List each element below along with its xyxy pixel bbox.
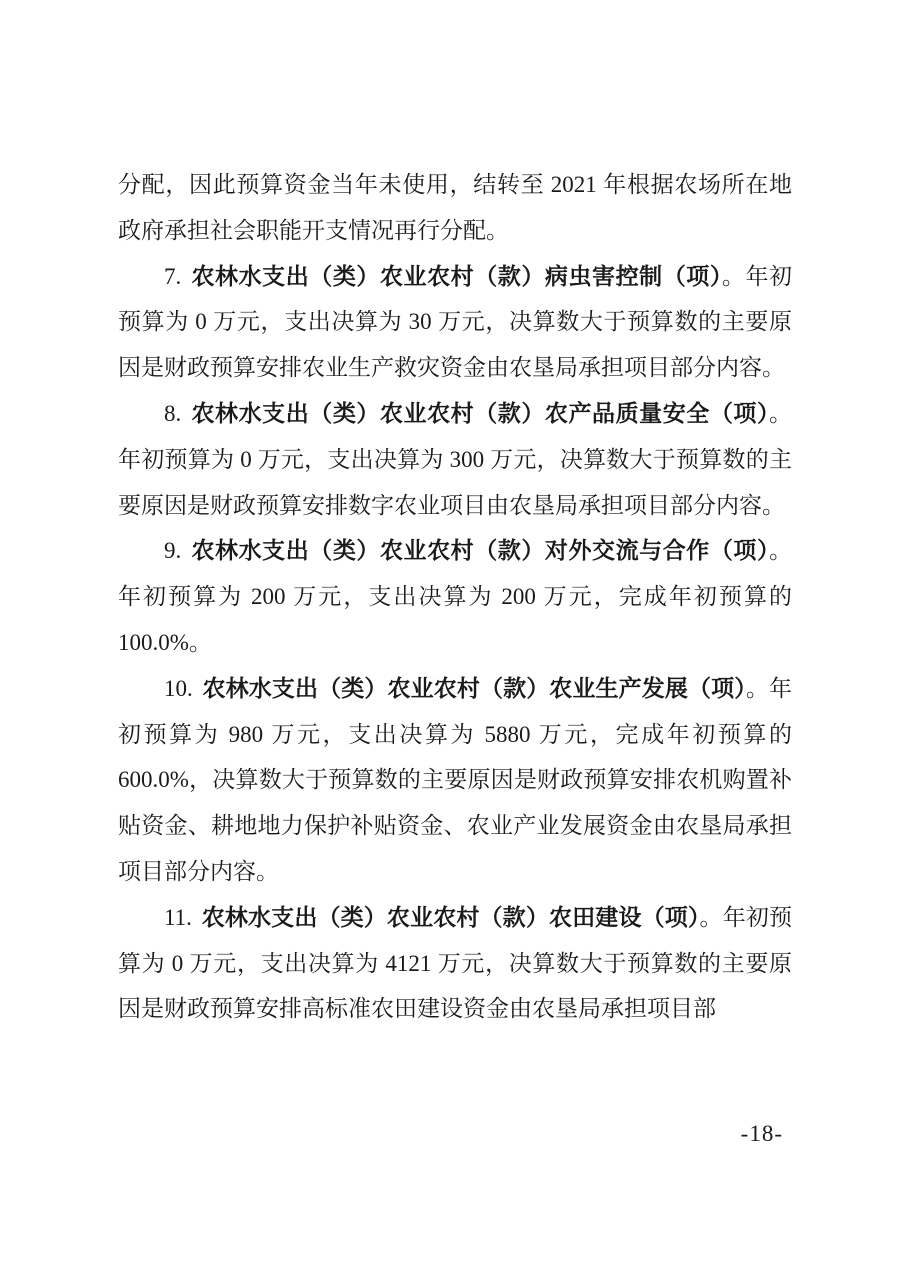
paragraph-2 [118,254,792,391]
page-number: -18- [740,1121,783,1146]
item-number: 10. [164,675,193,701]
paragraph-5 [118,666,792,895]
budget-item-heading: 农林水支出（类）农业农村（款）农业生产发展（项） [202,675,746,701]
budget-item-heading: 农林水支出（类）农业农村（款）对外交流与合作（项） [190,538,769,564]
text-run: 。年初预算为 980 万元，支出决算为 5880 万元，完成年初预算的 600.0%，决算数大于预算数的主要原因是财政预算安排农机购置补贴资金、耕地地力保护补贴资金、农业产业发展资金由农垦局承担项目部分内容。 [118,675,793,884]
paragraph-1 [118,162,792,254]
text-run: 。年初预算为 0 万元，支出决算为 300 万元，决算数大于预算数的主要原因是财政预算安排数字农业项目由农垦局承担项目部分内容。 [118,400,792,518]
text-run: 。年初预算为 0 万元，支出决算为 30 万元，决算数大于预算数的主要原因是财政预算安排农业生产救灾资金由农垦局承担项目部分内容。 [118,263,793,381]
document-body [118,162,792,1032]
item-number: 8. [164,400,182,426]
item-number: 9. [164,538,182,564]
paragraph-6 [118,895,792,1032]
text-run: 。年初预算为 200 万元，支出决算为 200 万元，完成年初预算的 100.0%。 [118,538,792,655]
text-run: 。年初预算为 0 万元，支出决算为 4121 万元，决算数大于预算数的主要原因是财政预算安排高标准农田建设资金由农垦局承担项目部 [118,904,793,1022]
item-number: 11. [164,904,192,930]
budget-item-heading: 农林水支出（类）农业农村（款）病虫害控制（项） [190,263,722,289]
paragraph-3 [118,391,792,528]
item-number: 7. [164,263,182,289]
paragraph-4 [118,528,792,665]
budget-item-heading: 农林水支出（类）农业农村（款）农产品质量安全（项） [190,400,769,426]
budget-item-heading: 农林水支出（类）农业农村（款）农田建设（项） [201,904,700,930]
text-run: 分配，因此预算资金当年未使用，结转至 2021 年根据农场所在地政府承担社会职能开支情况再行分配。 [118,172,792,243]
